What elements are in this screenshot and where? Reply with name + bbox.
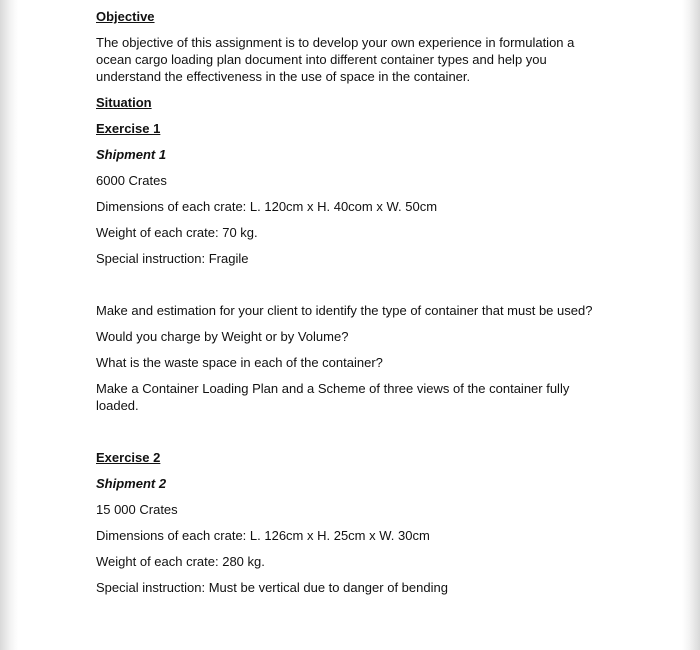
exercise2-weight: Weight of each crate: 280 kg.: [96, 554, 265, 569]
exercise1-dimensions: Dimensions of each crate: L. 120cm x H. 40com x W. 50cm: [96, 199, 438, 214]
objective-text: The objective of this assignment is to develop your own experience in formulation a ocean cargo loading plan document into different container types and help you understand the effectiveness in the use of space in the container.: [96, 35, 575, 84]
exercise1-question: Make and estimation for your client to identify the type of container that must be used?: [96, 303, 593, 318]
exercise1-question: Would you charge by Weight or by Volume?: [96, 329, 349, 344]
exercise1-question: What is the waste space in each of the container?: [96, 355, 383, 370]
exercise1-question: Make a Container Loading Plan and a Scheme of three views of the container fully loaded.: [96, 381, 570, 413]
exercise1-shipment: Shipment 1: [96, 147, 167, 162]
exercise1-crates: 6000 Crates: [96, 173, 167, 188]
exercise2-crates: 15 000 Crates: [96, 502, 178, 517]
page-edge-shadow-left: [0, 0, 18, 650]
page-edge-shadow-right: [682, 0, 700, 650]
exercise1-weight: Weight of each crate: 70 kg.: [96, 225, 258, 240]
exercise2-instruction: Special instruction: Must be vertical due to danger of bending: [96, 580, 448, 595]
exercise1-instruction: Special instruction: Fragile: [96, 251, 249, 266]
exercise2-heading: Exercise 2: [96, 450, 161, 465]
situation-heading: Situation: [96, 95, 152, 110]
exercise2-dimensions: Dimensions of each crate: L. 126cm x H. 25cm x W. 30cm: [96, 528, 430, 543]
objective-heading: Objective: [96, 9, 155, 24]
document-body: [96, 6, 606, 596]
exercise1-heading: Exercise 1: [96, 121, 161, 136]
exercise2-shipment: Shipment 2: [96, 476, 167, 491]
